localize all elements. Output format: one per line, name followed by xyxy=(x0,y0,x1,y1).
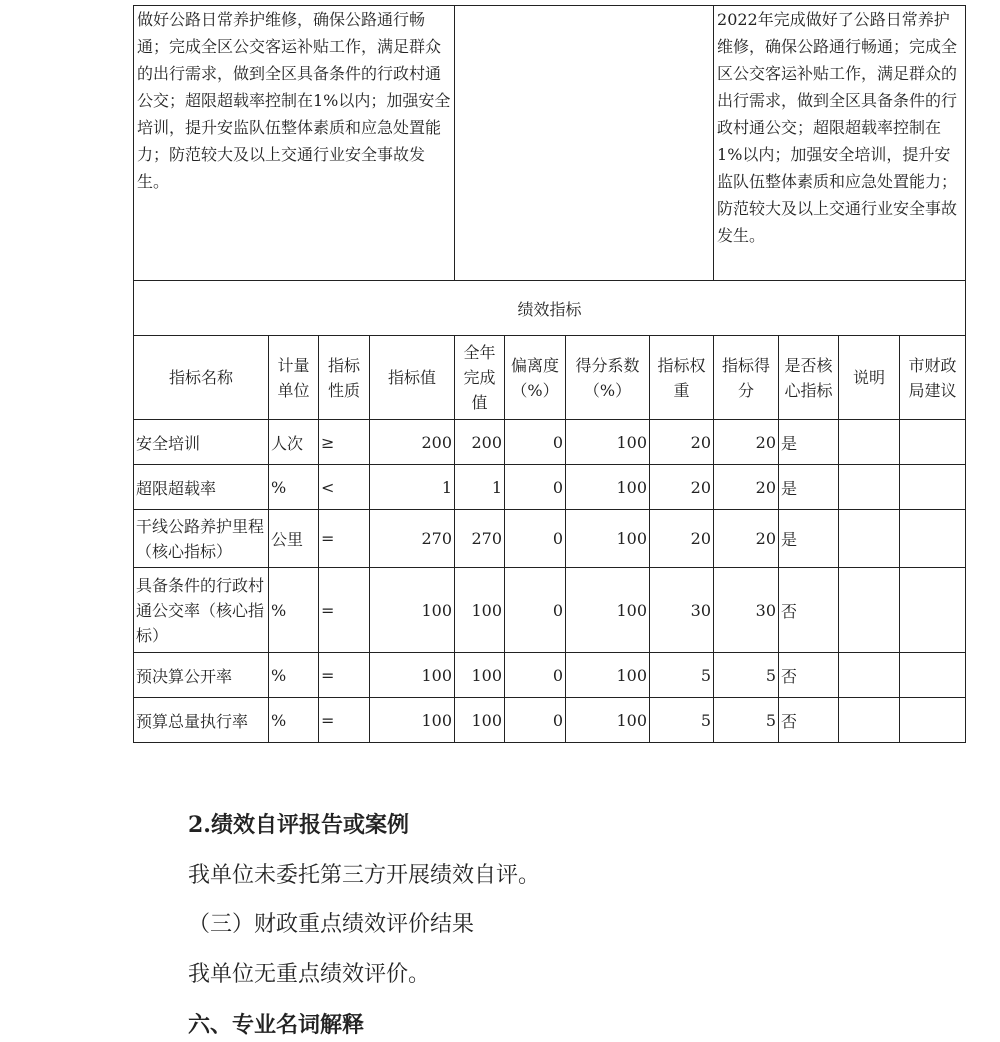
table-row xyxy=(134,510,966,568)
cell-coefficient: 100 xyxy=(566,465,650,510)
cell-actual: 270 xyxy=(455,510,505,568)
table-row xyxy=(134,420,966,465)
header-nature: 指标性质 xyxy=(319,336,370,420)
cell-core: 是 xyxy=(779,465,839,510)
table-row xyxy=(134,465,966,510)
header-deviation: 偏离度（%） xyxy=(505,336,566,420)
cell-nature: = xyxy=(319,568,370,653)
cell-unit: % xyxy=(269,653,319,698)
section-heading-key-evaluation: （三）财政重点绩效评价结果 xyxy=(188,912,475,937)
cell-score: 20 xyxy=(714,510,779,568)
cell-target: 100 xyxy=(370,653,455,698)
cell-score: 20 xyxy=(714,465,779,510)
cell-deviation: 0 xyxy=(505,465,566,510)
cell-score: 5 xyxy=(714,653,779,698)
cell-core: 是 xyxy=(779,510,839,568)
section-paragraph-self-evaluation: 我单位未委托第三方开展绩效自评。 xyxy=(188,863,541,888)
cell-coefficient: 100 xyxy=(566,510,650,568)
header-name: 指标名称 xyxy=(134,336,269,420)
cell-core: 否 xyxy=(779,698,839,743)
cell-unit: % xyxy=(269,698,319,743)
cell-actual: 100 xyxy=(455,698,505,743)
cell-advice xyxy=(900,465,966,510)
cell-actual: 200 xyxy=(455,420,505,465)
cell-advice xyxy=(900,420,966,465)
cell-advice xyxy=(900,653,966,698)
cell-advice xyxy=(900,568,966,653)
header-weight: 指标权重 xyxy=(650,336,714,420)
header-coefficient: 得分系数（%） xyxy=(566,336,650,420)
header-unit: 计量单位 xyxy=(269,336,319,420)
header-core: 是否核心指标 xyxy=(779,336,839,420)
cell-note xyxy=(839,568,900,653)
cell-deviation: 0 xyxy=(505,698,566,743)
cell-score: 5 xyxy=(714,698,779,743)
cell-name: 具备条件的行政村通公交率（核心指标） xyxy=(134,568,269,653)
goal-row xyxy=(134,6,966,281)
cell-note xyxy=(839,698,900,743)
goal-right-cell: 2022年完成做好了公路日常养护维修，确保公路通行畅通；完成全区公交客运补贴工作，满足群众的出行需求，做到全区具备条件的行政村通公交；超限超载率控制在1%以内；加强安全培训，提升安监队伍整体素质和应急处置能力；防范较大及以上交通行业安全事故发生。 xyxy=(714,6,966,281)
indicators-title: 绩效指标 xyxy=(134,281,966,336)
cell-deviation: 0 xyxy=(505,568,566,653)
section-paragraph-key-evaluation: 我单位无重点绩效评价。 xyxy=(188,962,431,987)
table-row xyxy=(134,698,966,743)
section-heading-self-evaluation: 2.绩效自评报告或案例 xyxy=(188,812,409,838)
cell-deviation: 0 xyxy=(505,510,566,568)
cell-core: 是 xyxy=(779,420,839,465)
cell-nature: ≥ xyxy=(319,420,370,465)
table-row xyxy=(134,653,966,698)
cell-target: 1 xyxy=(370,465,455,510)
cell-nature: = xyxy=(319,510,370,568)
cell-note xyxy=(839,420,900,465)
header-advice: 市财政局建议 xyxy=(900,336,966,420)
cell-name: 安全培训 xyxy=(134,420,269,465)
cell-name: 预算总量执行率 xyxy=(134,698,269,743)
cell-actual: 100 xyxy=(455,653,505,698)
cell-unit: 人次 xyxy=(269,420,319,465)
cell-actual: 1 xyxy=(455,465,505,510)
cell-coefficient: 100 xyxy=(566,420,650,465)
cell-nature: = xyxy=(319,698,370,743)
cell-weight: 20 xyxy=(650,465,714,510)
cell-nature: < xyxy=(319,465,370,510)
cell-name: 预决算公开率 xyxy=(134,653,269,698)
cell-coefficient: 100 xyxy=(566,698,650,743)
header-row xyxy=(134,336,966,420)
cell-note xyxy=(839,653,900,698)
cell-coefficient: 100 xyxy=(566,653,650,698)
cell-coefficient: 100 xyxy=(566,568,650,653)
goal-middle-cell xyxy=(455,6,714,281)
cell-nature: = xyxy=(319,653,370,698)
cell-weight: 20 xyxy=(650,420,714,465)
cell-actual: 100 xyxy=(455,568,505,653)
cell-note xyxy=(839,465,900,510)
section-heading-glossary: 六、专业名词解释 xyxy=(188,1012,365,1038)
cell-target: 100 xyxy=(370,568,455,653)
cell-weight: 20 xyxy=(650,510,714,568)
cell-deviation: 0 xyxy=(505,420,566,465)
cell-score: 30 xyxy=(714,568,779,653)
cell-advice xyxy=(900,698,966,743)
cell-target: 100 xyxy=(370,698,455,743)
cell-target: 200 xyxy=(370,420,455,465)
table-row xyxy=(134,568,966,653)
cell-note xyxy=(839,510,900,568)
header-actual: 全年完成值 xyxy=(455,336,505,420)
goal-left-cell: 做好公路日常养护维修，确保公路通行畅通；完成全区公交客运补贴工作，满足群众的出行需求，做到全区具备条件的行政村通公交；超限超载率控制在1%以内；加强安全培训，提升安监队伍整体素质和应急处置能力；防范较大及以上交通行业安全事故发生。 xyxy=(134,6,455,281)
header-note: 说明 xyxy=(839,336,900,420)
header-score: 指标得分 xyxy=(714,336,779,420)
cell-target: 270 xyxy=(370,510,455,568)
performance-table xyxy=(133,5,966,743)
cell-advice xyxy=(900,510,966,568)
cell-name: 干线公路养护里程（核心指标） xyxy=(134,510,269,568)
cell-unit: % xyxy=(269,465,319,510)
cell-deviation: 0 xyxy=(505,653,566,698)
cell-core: 否 xyxy=(779,568,839,653)
cell-weight: 5 xyxy=(650,653,714,698)
cell-weight: 30 xyxy=(650,568,714,653)
cell-score: 20 xyxy=(714,420,779,465)
cell-name: 超限超载率 xyxy=(134,465,269,510)
cell-weight: 5 xyxy=(650,698,714,743)
cell-unit: 公里 xyxy=(269,510,319,568)
header-target: 指标值 xyxy=(370,336,455,420)
cell-unit: % xyxy=(269,568,319,653)
cell-core: 否 xyxy=(779,653,839,698)
